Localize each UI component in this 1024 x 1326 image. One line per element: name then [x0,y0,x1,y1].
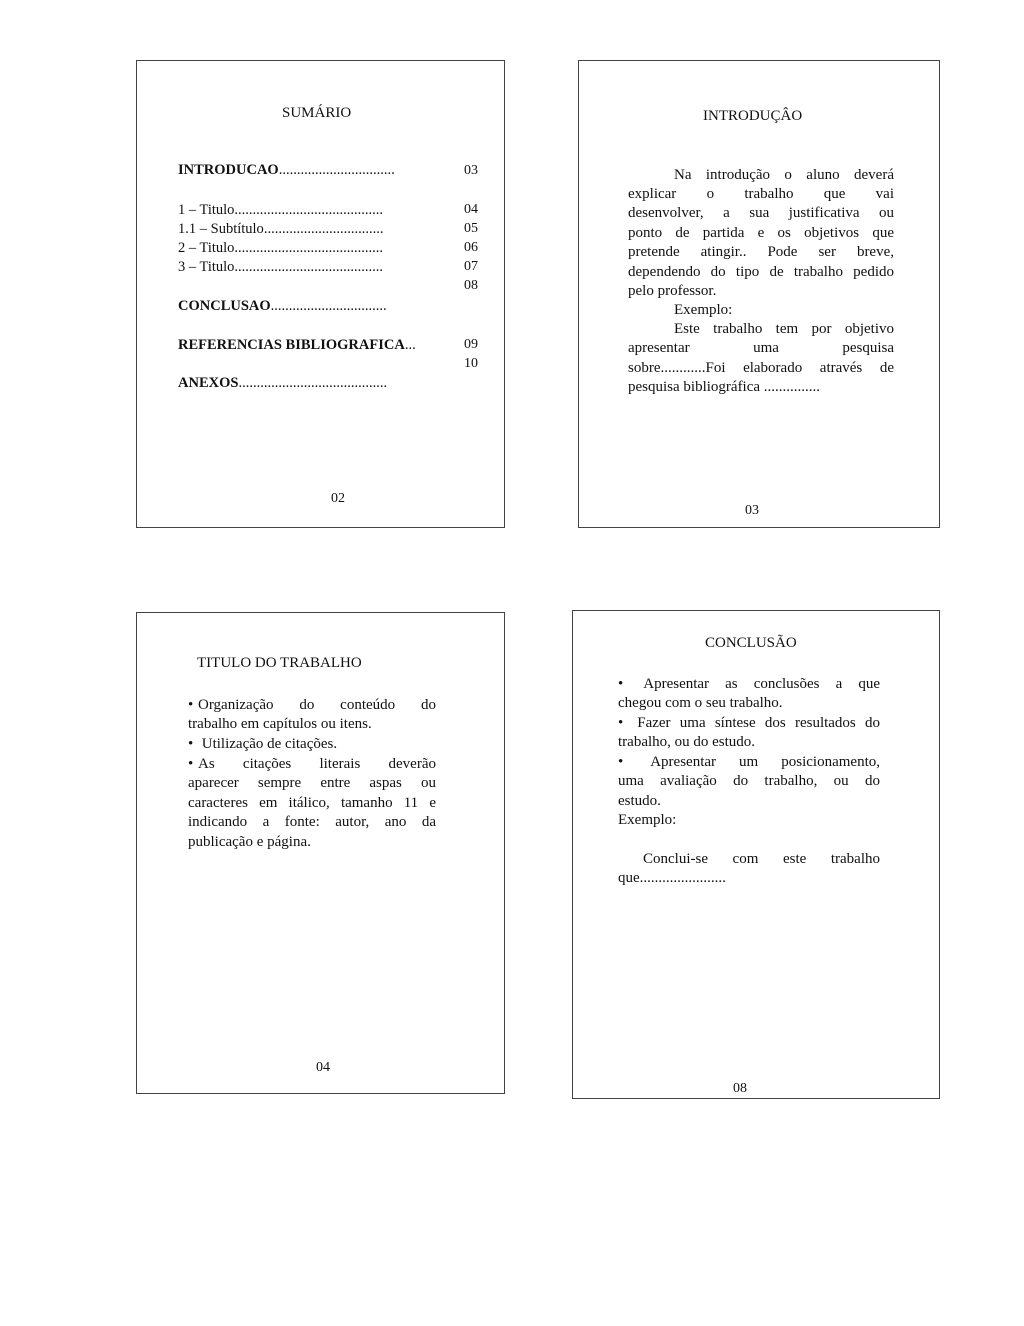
paragraph-line: pesquisa bibliográfica ............... [628,379,821,395]
toc-page-number: 08 [464,278,478,293]
slide-introducao [578,60,940,528]
paragraph-line: Exemplo: [618,812,677,828]
bullet-item: • Apresentar um posicionamento, [618,754,880,770]
slide-page-number: 04 [316,1060,330,1075]
slide-conclusao [572,610,940,1099]
slide-page-number: 03 [745,503,759,518]
paragraph-line: publicação e página. [188,834,311,850]
paragraph-line: pelo professor. [628,283,717,299]
slide-titulo-trabalho [136,612,505,1094]
paragraph-line: pretende atingir.. Pode ser breve, [628,244,894,260]
slide-title: CONCLUSÃO [705,635,797,651]
paragraph-line: explicar o trabalho que vai [628,186,894,202]
toc-page-number: 03 [464,163,478,178]
paragraph-line: chegou com o seu trabalho. [618,695,783,711]
bullet-icon: • [618,676,624,692]
toc-page-number: 07 [464,259,478,274]
bullet-item: • Fazer uma síntese dos resultados do [618,715,880,731]
slide-title: SUMÁRIO [282,105,352,121]
bullet-icon: • [188,736,194,752]
paragraph-line: trabalho em capítulos ou itens. [188,716,372,732]
toc-page-number: 10 [464,356,478,371]
paragraph-line: apresentar uma pesquisa [628,340,894,356]
slide-sumario [136,60,505,528]
bullet-icon: • [188,756,194,772]
toc-entry-titulo-3: 3 – Titulo......................................... [178,259,384,275]
bullet-icon: • [618,715,624,731]
paragraph-line: Conclui-se com este trabalho [643,851,880,867]
toc-entry-titulo-2: 2 – Titulo......................................... [178,240,384,256]
paragraph-line: Exemplo: [674,302,733,318]
bullet-item: • Utilização de citações. [188,736,338,752]
paragraph-line: ponto de partida e os objetivos que [628,225,894,241]
toc-entry-conclusao: CONCLUSAO................................ [178,298,387,314]
slide-page-number: 08 [733,1081,747,1096]
toc-page-number: 04 [464,202,478,217]
bullet-item: • As citações literais deverão [188,756,436,772]
bullet-item: • Organização do conteúdo do [188,697,436,713]
toc-entry-subtitulo: 1.1 – Subtítulo................................. [178,221,384,237]
paragraph-line: trabalho, ou do estudo. [618,734,756,750]
paragraph-line: desenvolver, a sua justificativa ou [628,205,894,221]
slide-title: INTRODUÇÂO [703,108,803,124]
paragraph-line: que....................... [618,870,726,886]
paragraph-line: Este trabalho tem por objetivo [674,321,894,337]
slide-page-number: 02 [331,491,345,506]
paragraph-line: estudo. [618,793,661,809]
toc-page-number: 06 [464,240,478,255]
paragraph-line: Na introdução o aluno deverá [674,167,894,183]
bullet-item: • Apresentar as conclusões a que [618,676,880,692]
toc-entry-referencias: REFERENCIAS BIBLIOGRAFICA... [178,337,416,353]
paragraph-line: sobre............Foi elaborado através de [628,360,894,376]
toc-page-number: 09 [464,337,478,352]
paragraph-line: indicando a fonte: autor, ano da [188,814,436,830]
paragraph-line: uma avaliação do trabalho, ou do [618,773,880,789]
toc-entry-titulo-1: 1 – Titulo......................................... [178,202,384,218]
toc-page-number: 05 [464,221,478,236]
paragraph-line: caracteres em itálico, tamanho 11 e [188,795,436,811]
paragraph-line: dependendo do tipo de trabalho pedido [628,264,894,280]
toc-entry-introducao: INTRODUCAO................................ [178,162,395,178]
bullet-icon: • [618,754,624,770]
bullet-icon: • [188,697,194,713]
toc-entry-anexos: ANEXOS......................................... [178,375,388,391]
paragraph-line: aparecer sempre entre aspas ou [188,775,436,791]
slide-title: TITULO DO TRABALHO [197,655,362,671]
